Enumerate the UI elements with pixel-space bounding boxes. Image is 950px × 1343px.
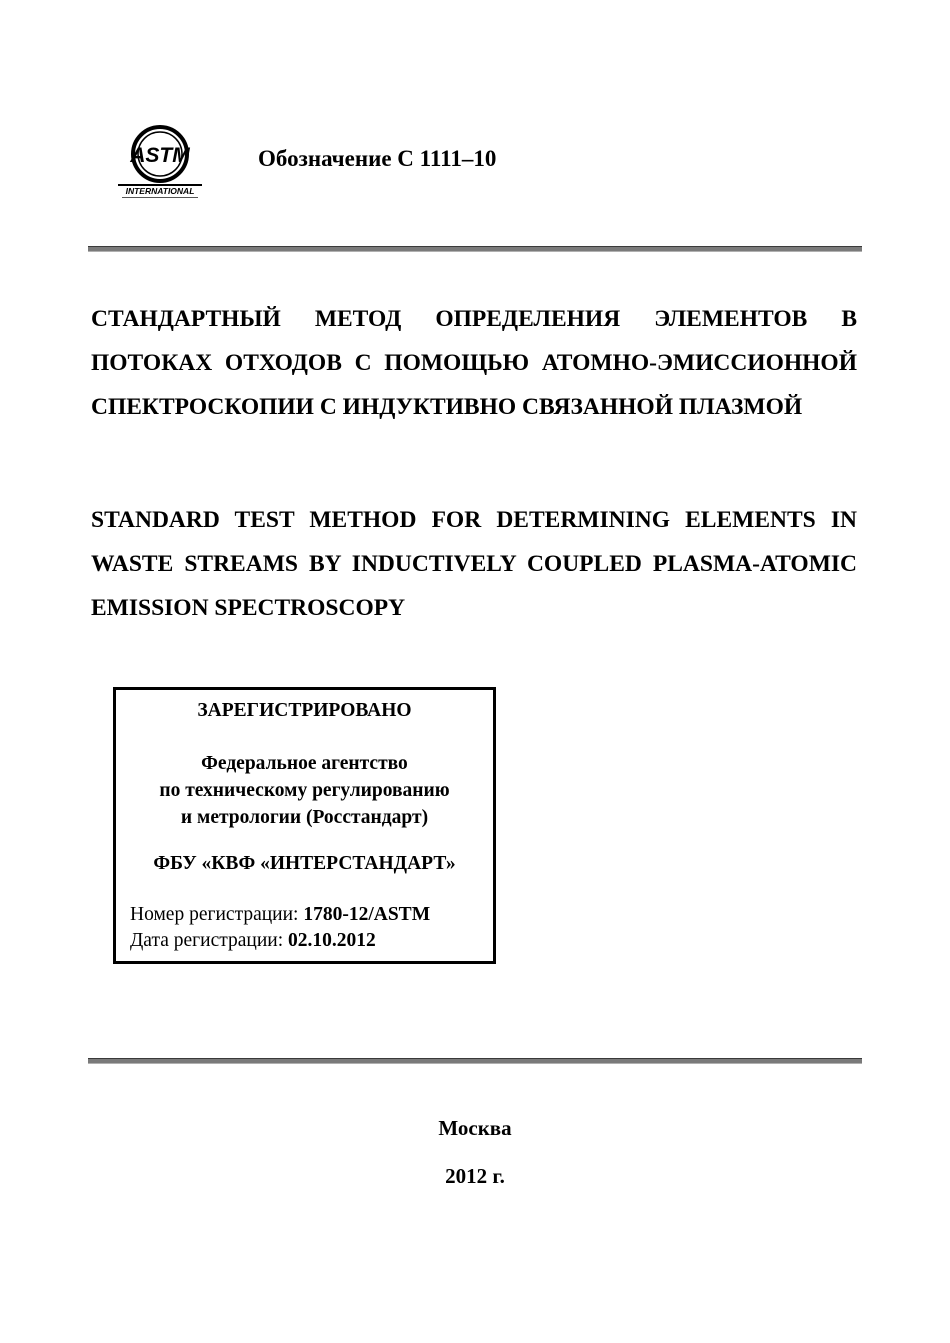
astm-logo-icon xyxy=(116,122,204,200)
registration-number xyxy=(130,904,430,926)
registration-box xyxy=(113,687,496,964)
registration-organization: ФБУ «КВФ «ИНТЕРСТАНДАРТ» xyxy=(153,853,456,874)
title-russian: СТАНДАРТНЫЙ МЕТОД ОПРЕДЕЛЕНИЯ ЭЛЕМЕНТОВ В ПОТОКАХ ОТХОДОВ С ПОМОЩЬЮ АТОМНО-ЭМИССИОННОЙ СПЕКТРОСКОПИИ С ИНДУКТИВНО СВЯЗАННОЙ ПЛАЗМОЙ xyxy=(91,306,857,420)
astm-logo xyxy=(116,122,204,200)
agency-line: и метрологии (Росстандарт) xyxy=(180,807,429,828)
registration-date-value: 02.10.2012 xyxy=(288,930,376,951)
title-english: STANDARD TEST METHOD FOR DETERMINING ELEMENTS IN WASTE STREAMS BY INDUCTIVELY COUPLED PLASMA-ATOMIC EMISSION SPECTROSCOPY xyxy=(91,507,857,621)
logo-subtitle: INTERNATIONAL xyxy=(125,186,195,196)
bottom-divider xyxy=(88,1058,862,1064)
publication-city: Москва xyxy=(438,1116,512,1140)
registration-heading: ЗАРЕГИСТРИРОВАНО xyxy=(197,700,412,721)
top-divider xyxy=(88,246,862,252)
designation: Обозначение С 1111–10 xyxy=(258,146,497,171)
publication-year: 2012 г. xyxy=(445,1164,505,1188)
registration-number-value: 1780-12/ASTM xyxy=(303,904,431,925)
registration-date-label: Дата регистрации: xyxy=(130,930,284,951)
registration-number-label: Номер регистрации: xyxy=(130,904,299,925)
agency-line: по техническому регулированию xyxy=(159,780,450,801)
registration-date xyxy=(130,930,376,952)
agency-line: Федеральное агентство xyxy=(201,753,408,774)
registration-agency xyxy=(116,750,493,831)
logo-letters: ASTM xyxy=(130,144,190,167)
